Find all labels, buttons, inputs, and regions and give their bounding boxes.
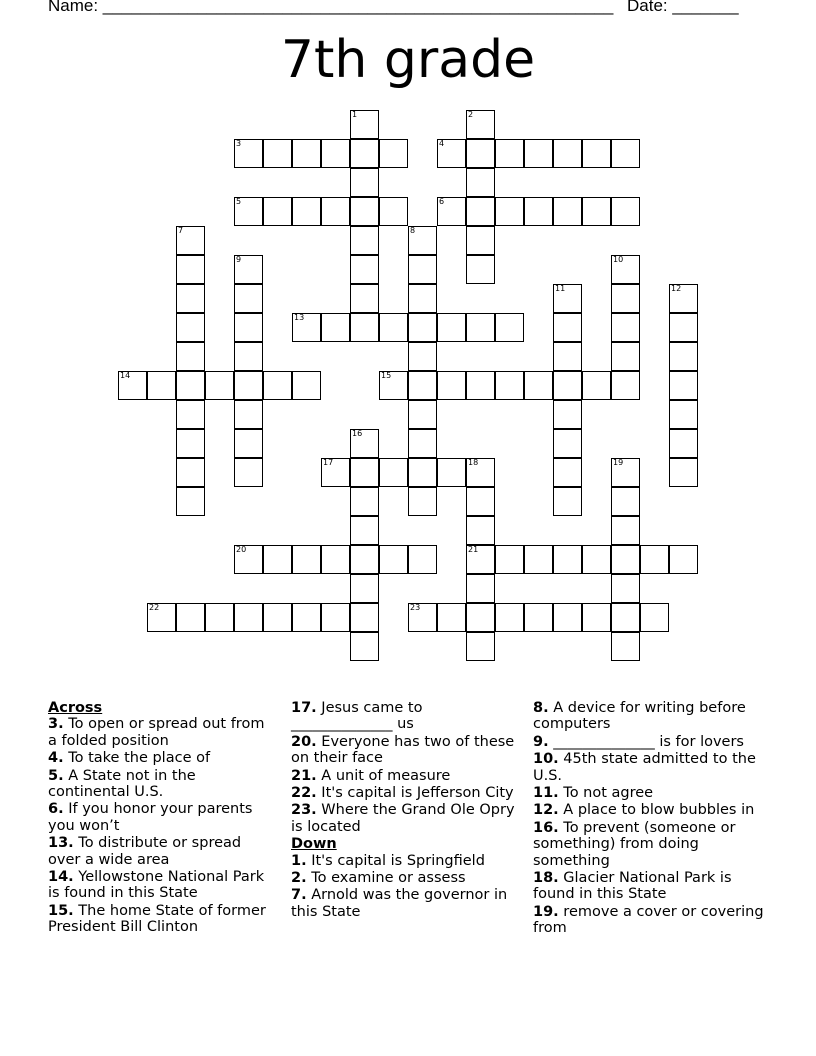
grid-cell[interactable]	[350, 632, 379, 661]
clue-number: 13	[294, 313, 305, 322]
grid-cell[interactable]	[350, 197, 379, 226]
name-field[interactable]: Name: ______________________________________________________	[48, 0, 614, 15]
clue-item	[48, 869, 273, 902]
grid-cell[interactable]	[582, 139, 611, 168]
grid-cell[interactable]	[118, 371, 147, 400]
clue-item	[291, 870, 516, 886]
clue-number: 14	[120, 371, 131, 380]
date-field[interactable]: Date: _______	[627, 0, 739, 15]
grid-cell[interactable]	[611, 313, 640, 342]
grid-cell[interactable]	[495, 313, 524, 342]
grid-cell[interactable]	[234, 545, 263, 574]
grid-cell[interactable]	[321, 139, 350, 168]
clue-number-label: 8.	[533, 700, 549, 716]
grid-cell[interactable]	[611, 574, 640, 603]
grid-cell[interactable]	[205, 603, 234, 632]
grid-cell[interactable]	[553, 139, 582, 168]
grid-cell[interactable]	[611, 255, 640, 284]
grid-cell[interactable]	[408, 545, 437, 574]
clue-item	[291, 853, 516, 869]
clue-number: 21	[468, 545, 479, 554]
grid-cell[interactable]	[147, 371, 176, 400]
grid-cell[interactable]	[379, 139, 408, 168]
clue-text: The home State of former President Bill Clinton	[48, 902, 266, 936]
grid-cell[interactable]	[553, 400, 582, 429]
clues-column-3	[533, 700, 768, 938]
clue-number-label: 14.	[48, 869, 74, 886]
grid-cell[interactable]	[611, 139, 640, 168]
clue-text: To open or spread out from a folded position	[48, 716, 265, 749]
clue-text: Where the Grand Ole Opry is located	[291, 802, 515, 835]
clue-number: 2	[468, 110, 474, 119]
grid-cell[interactable]	[553, 197, 582, 226]
grid-cell[interactable]	[321, 545, 350, 574]
grid-cell[interactable]	[640, 545, 669, 574]
clues-column-1	[48, 700, 273, 937]
clue-item	[291, 768, 516, 784]
grid-cell[interactable]	[263, 371, 292, 400]
clue-number: 15	[381, 371, 392, 380]
grid-cell[interactable]	[553, 487, 582, 516]
grid-cell[interactable]	[466, 168, 495, 197]
grid-cell[interactable]	[669, 458, 698, 487]
clue-number-label: 15.	[48, 902, 74, 919]
grid-cell[interactable]	[350, 313, 379, 342]
clue-number-label: 18.	[533, 870, 559, 887]
clue-number-label: 2.	[291, 870, 307, 887]
clue-number: 22	[149, 603, 160, 612]
grid-cell[interactable]	[611, 342, 640, 371]
grid-cell[interactable]	[292, 545, 321, 574]
grid-cell[interactable]	[263, 197, 292, 226]
grid-cell[interactable]	[234, 603, 263, 632]
clue-item	[291, 700, 516, 733]
grid-cell[interactable]	[350, 516, 379, 545]
grid-cell[interactable]	[234, 284, 263, 313]
clue-number-label: 12.	[533, 802, 559, 819]
grid-cell[interactable]	[292, 197, 321, 226]
clue-number: 7	[178, 226, 184, 235]
grid-cell[interactable]	[234, 342, 263, 371]
grid-cell[interactable]	[176, 458, 205, 487]
clue-number-label: 19.	[533, 903, 559, 920]
grid-cell[interactable]	[524, 371, 553, 400]
clue-text: To examine or assess	[306, 870, 466, 887]
grid-cell[interactable]	[263, 603, 292, 632]
grid-cell[interactable]	[176, 371, 205, 400]
grid-cell[interactable]	[176, 400, 205, 429]
grid-cell[interactable]	[292, 313, 321, 342]
clue-text: Everyone has two of these on their face	[291, 733, 515, 767]
across-clue-list	[48, 716, 273, 935]
clue-text: It's capital is Jefferson City	[316, 785, 514, 802]
grid-cell[interactable]	[205, 371, 234, 400]
clue-number: 1	[352, 110, 358, 119]
grid-cell[interactable]	[379, 197, 408, 226]
clue-number: 23	[410, 603, 421, 612]
grid-cell[interactable]	[408, 226, 437, 255]
grid-cell[interactable]	[553, 603, 582, 632]
grid-cell[interactable]	[321, 313, 350, 342]
grid-cell[interactable]	[408, 487, 437, 516]
down-clue-list-continued	[533, 700, 768, 937]
grid-cell[interactable]	[437, 371, 466, 400]
grid-cell[interactable]	[350, 429, 379, 458]
grid-cell[interactable]	[553, 545, 582, 574]
grid-cell[interactable]	[553, 429, 582, 458]
clue-number-label: 11.	[533, 785, 559, 802]
clue-item	[291, 734, 516, 767]
grid-cell[interactable]	[582, 603, 611, 632]
grid-cell[interactable]	[553, 284, 582, 313]
grid-cell[interactable]	[466, 226, 495, 255]
grid-cell[interactable]	[466, 545, 495, 574]
clue-number: 17	[323, 458, 334, 467]
grid-cell[interactable]	[553, 458, 582, 487]
grid-cell[interactable]	[263, 139, 292, 168]
grid-cell[interactable]	[466, 603, 495, 632]
grid-cell[interactable]	[379, 545, 408, 574]
grid-cell[interactable]	[350, 487, 379, 516]
grid-cell[interactable]	[611, 458, 640, 487]
clue-text: remove a cover or covering from	[533, 903, 764, 937]
grid-cell[interactable]	[176, 603, 205, 632]
clue-number: 4	[439, 139, 445, 148]
clues-column-2	[291, 700, 516, 921]
grid-cell[interactable]	[437, 458, 466, 487]
grid-cell[interactable]	[582, 197, 611, 226]
grid-cell[interactable]	[350, 255, 379, 284]
grid-cell[interactable]	[553, 342, 582, 371]
grid-cell[interactable]	[350, 110, 379, 139]
grid-cell[interactable]	[466, 632, 495, 661]
grid-cell[interactable]	[640, 603, 669, 632]
clue-number: 5	[236, 197, 242, 206]
grid-cell[interactable]	[234, 139, 263, 168]
clue-number-label: 16.	[533, 819, 559, 836]
clue-item	[48, 768, 273, 801]
grid-cell[interactable]	[524, 197, 553, 226]
clue-number: 20	[236, 545, 247, 554]
grid-cell[interactable]	[582, 371, 611, 400]
grid-cell[interactable]	[408, 458, 437, 487]
clue-number-label: 5.	[48, 767, 64, 784]
grid-cell[interactable]	[466, 110, 495, 139]
grid-cell[interactable]	[669, 284, 698, 313]
clue-number: 3	[236, 139, 242, 148]
grid-cell[interactable]	[379, 458, 408, 487]
clue-item	[48, 716, 273, 749]
grid-cell[interactable]	[437, 197, 466, 226]
clue-item	[533, 700, 768, 733]
grid-cell[interactable]	[321, 603, 350, 632]
grid-cell[interactable]	[234, 313, 263, 342]
grid-cell[interactable]	[495, 197, 524, 226]
clue-text: To prevent (someone or something) from doing something	[533, 819, 736, 869]
clue-text: To take the place of	[63, 750, 211, 767]
grid-cell[interactable]	[176, 313, 205, 342]
grid-cell[interactable]	[292, 603, 321, 632]
grid-cell[interactable]	[466, 487, 495, 516]
clue-number: 11	[555, 284, 566, 293]
grid-cell[interactable]	[524, 603, 553, 632]
grid-cell[interactable]	[466, 255, 495, 284]
grid-cell[interactable]	[669, 400, 698, 429]
grid-cell[interactable]	[669, 342, 698, 371]
grid-cell[interactable]	[379, 313, 408, 342]
clue-text: To not agree	[558, 785, 654, 802]
grid-cell[interactable]	[408, 603, 437, 632]
grid-cell[interactable]	[350, 458, 379, 487]
clue-text: ______________ is for lovers	[548, 733, 744, 750]
clue-number-label: 3.	[48, 716, 64, 733]
clue-item	[533, 820, 768, 869]
clue-item	[291, 785, 516, 801]
grid-cell[interactable]	[176, 487, 205, 516]
clue-number-label: 23.	[291, 802, 317, 819]
clue-number-label: 22.	[291, 785, 317, 802]
grid-cell[interactable]	[408, 429, 437, 458]
clue-number: 18	[468, 458, 479, 467]
grid-cell[interactable]	[495, 545, 524, 574]
puzzle-title: 7th grade	[280, 30, 536, 90]
grid-cell[interactable]	[234, 400, 263, 429]
clue-item	[291, 802, 516, 835]
grid-cell[interactable]	[437, 603, 466, 632]
grid-cell[interactable]	[495, 371, 524, 400]
grid-cell[interactable]	[553, 371, 582, 400]
clue-item	[48, 903, 273, 936]
grid-cell[interactable]	[176, 255, 205, 284]
clue-number-label: 1.	[291, 852, 307, 869]
grid-cell[interactable]	[408, 371, 437, 400]
grid-cell[interactable]	[466, 139, 495, 168]
clue-number: 8	[410, 226, 416, 235]
clue-item	[533, 904, 768, 937]
grid-cell[interactable]	[234, 197, 263, 226]
clue-number-label: 6.	[48, 801, 64, 818]
grid-cell[interactable]	[669, 545, 698, 574]
across-clue-list-continued	[291, 700, 516, 835]
clue-number: 9	[236, 255, 242, 264]
clue-number: 19	[613, 458, 624, 467]
clue-number-label: 10.	[533, 751, 559, 768]
grid-cell[interactable]	[176, 284, 205, 313]
grid-cell[interactable]	[611, 371, 640, 400]
grid-cell[interactable]	[176, 226, 205, 255]
grid-cell[interactable]	[466, 516, 495, 545]
clue-number: 16	[352, 429, 363, 438]
grid-cell[interactable]	[437, 313, 466, 342]
grid-cell[interactable]	[350, 284, 379, 313]
clue-number: 6	[439, 197, 445, 206]
grid-cell[interactable]	[582, 545, 611, 574]
clue-number-label: 13.	[48, 835, 74, 852]
grid-cell[interactable]	[669, 313, 698, 342]
grid-cell[interactable]	[176, 342, 205, 371]
grid-cell[interactable]	[350, 139, 379, 168]
grid-cell[interactable]	[466, 197, 495, 226]
clue-number-label: 21.	[291, 767, 317, 784]
clue-number-label: 4.	[48, 750, 64, 767]
grid-cell[interactable]	[466, 313, 495, 342]
grid-cell[interactable]	[466, 458, 495, 487]
grid-cell[interactable]	[147, 603, 176, 632]
clue-number-label: 7.	[291, 887, 307, 904]
clue-item	[533, 734, 768, 750]
clue-text: A State not in the continental U.S.	[48, 767, 196, 801]
grid-cell[interactable]	[611, 632, 640, 661]
clue-text: Glacier National Park is found in this State	[533, 870, 732, 903]
grid-cell[interactable]	[466, 574, 495, 603]
clue-number: 12	[671, 284, 682, 293]
clue-item	[291, 887, 516, 920]
grid-cell[interactable]	[408, 255, 437, 284]
clue-item	[48, 750, 273, 766]
down-clue-list	[291, 853, 516, 921]
grid-cell[interactable]	[611, 487, 640, 516]
grid-cell[interactable]	[263, 545, 292, 574]
grid-cell[interactable]	[408, 400, 437, 429]
grid-cell[interactable]	[611, 516, 640, 545]
grid-cell[interactable]	[553, 313, 582, 342]
clue-item	[48, 835, 273, 868]
grid-cell[interactable]	[350, 574, 379, 603]
grid-cell[interactable]	[350, 168, 379, 197]
grid-cell[interactable]	[437, 139, 466, 168]
grid-cell[interactable]	[379, 371, 408, 400]
down-heading: Down	[291, 836, 337, 853]
clue-item	[533, 751, 768, 784]
grid-cell[interactable]	[234, 255, 263, 284]
clue-text: If you honor your parents you won’t	[48, 801, 253, 834]
grid-cell[interactable]	[611, 284, 640, 313]
grid-cell[interactable]	[234, 371, 263, 400]
clue-text: Arnold was the governor in this State	[291, 887, 508, 920]
grid-cell[interactable]	[292, 139, 321, 168]
grid-cell[interactable]	[524, 139, 553, 168]
clue-number-label: 17.	[291, 700, 317, 716]
grid-cell[interactable]	[292, 371, 321, 400]
clue-item	[48, 801, 273, 834]
grid-cell[interactable]	[350, 603, 379, 632]
clue-text: Jesus came to ______________ us	[291, 700, 423, 733]
clue-text: To distribute or spread over a wide area	[48, 835, 242, 868]
clue-number-label: 20.	[291, 733, 317, 750]
clue-text: A place to blow bubbles in	[558, 802, 755, 819]
clue-text: It's capital is Springfield	[306, 852, 485, 869]
grid-cell[interactable]	[408, 313, 437, 342]
clue-number: 10	[613, 255, 624, 264]
grid-cell[interactable]	[408, 342, 437, 371]
grid-cell[interactable]	[176, 429, 205, 458]
grid-cell[interactable]	[350, 226, 379, 255]
grid-cell[interactable]	[495, 603, 524, 632]
grid-cell[interactable]	[321, 197, 350, 226]
grid-cell[interactable]	[611, 603, 640, 632]
across-heading: Across	[48, 700, 103, 716]
clue-text: 45th state admitted to the U.S.	[533, 751, 756, 784]
grid-cell[interactable]	[611, 197, 640, 226]
clue-text: A unit of measure	[316, 767, 451, 784]
grid-cell[interactable]	[669, 371, 698, 400]
clue-text: A device for writing before computers	[533, 700, 746, 733]
clue-item	[533, 802, 768, 818]
clue-number-label: 9.	[533, 733, 549, 750]
clue-item	[533, 785, 768, 801]
grid-cell[interactable]	[408, 284, 437, 313]
grid-cell[interactable]	[669, 429, 698, 458]
grid-cell[interactable]	[495, 139, 524, 168]
grid-cell[interactable]	[466, 371, 495, 400]
grid-cell[interactable]	[321, 458, 350, 487]
clue-item	[533, 870, 768, 903]
grid-cell[interactable]	[234, 429, 263, 458]
grid-cell[interactable]	[524, 545, 553, 574]
clue-text: Yellowstone National Park is found in this State	[48, 869, 265, 902]
grid-cell[interactable]	[350, 545, 379, 574]
grid-cell[interactable]	[234, 458, 263, 487]
grid-cell[interactable]	[611, 545, 640, 574]
